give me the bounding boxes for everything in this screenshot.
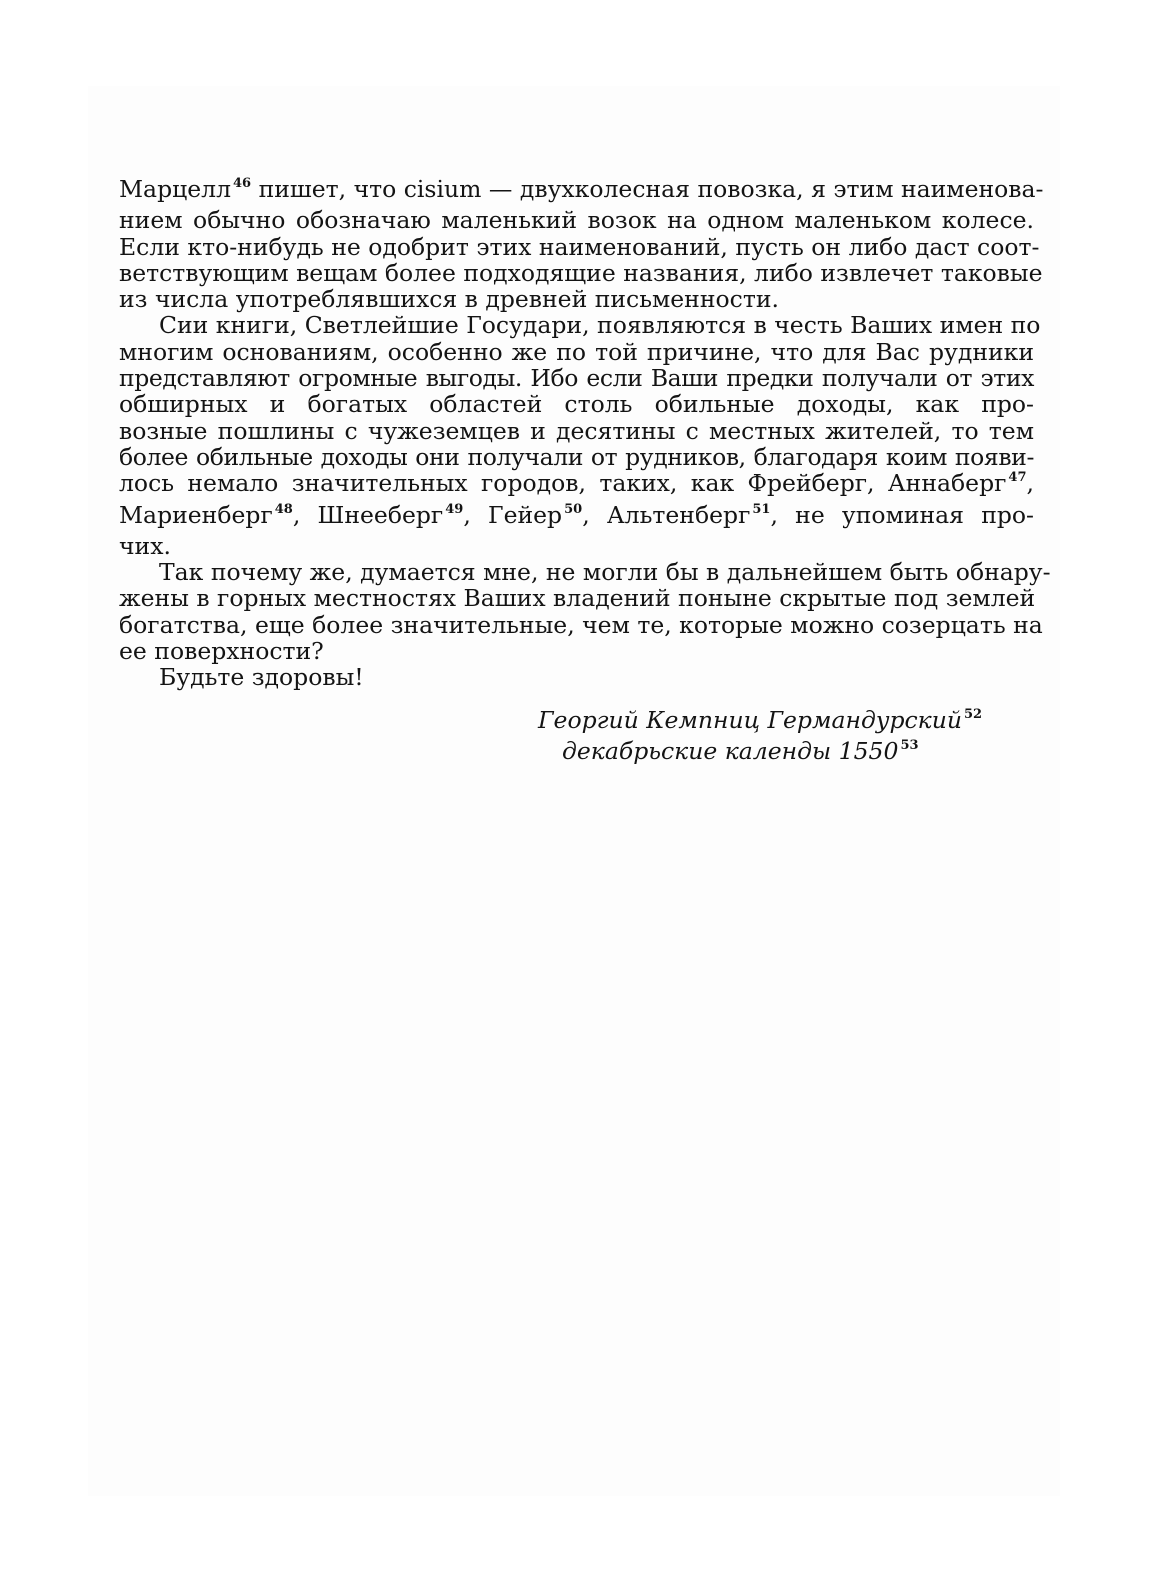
signature-block (538, 707, 982, 769)
text-line (119, 470, 1034, 501)
text-segment: , не упоминая про- (770, 500, 1035, 529)
text-line: Если кто-нибудь не одобрит этих наименований, пусть он либо даст соот- (119, 232, 1040, 261)
text-line (119, 502, 1034, 533)
letter-body (119, 175, 1051, 692)
footnote-ref: 50 (564, 501, 583, 517)
signature-name-line (538, 707, 982, 738)
text-line: обширных и богатых областей столь обильные доходы, как про- (119, 390, 1034, 419)
text-line: многим основаниям, особенно же по той причине, что для Вас рудники (119, 337, 1034, 366)
text-segment: пишет, что cisium — двухколесная повозка, я этим наименова- (258, 175, 1044, 203)
text-line: чих. (119, 531, 171, 560)
text-segment: , Шнееберг (292, 500, 444, 529)
text-line: представляют огромные выгоды. Ибо если Ваши предки получали от этих (119, 364, 1034, 393)
text-line: ее поверхности? (119, 637, 324, 666)
footnote-ref: 53 (900, 738, 919, 753)
text-segment: , Альтенберг (582, 500, 751, 529)
text-line: более обильные доходы они получали от рудников, благодаря коим появи- (119, 442, 1034, 471)
text-segment: Мариенберг (119, 500, 273, 529)
text-segment: , Гейер (463, 500, 563, 529)
text-line (119, 175, 1044, 207)
text-line: Так почему же, думается мне, не могли бы в дальнейшем быть обнару- (159, 558, 1051, 587)
footnote-ref: 46 (233, 176, 252, 191)
footnote-ref: 52 (964, 707, 983, 722)
signature-date: декабрьские календы 1550 (562, 737, 899, 765)
text-line: Будьте здоровы! (159, 663, 364, 692)
text-line: жены в горных местностях Ваших владений поныне скрытые под землей (119, 584, 1036, 613)
signature-name: Георгий Кемпниц Германдурский (538, 706, 962, 734)
text-segment: Марцелл (119, 175, 231, 203)
signature-date-line (538, 738, 982, 769)
footnote-ref: 47 (1008, 470, 1027, 486)
text-segment: , (1026, 469, 1034, 498)
footnote-ref: 49 (445, 501, 464, 517)
text-segment: лось немало значительных городов, таких, как Фрейберг, Аннаберг (119, 469, 1007, 498)
text-line: нием обычно обозначаю маленький возок на одном маленьком колесе. (119, 206, 1034, 235)
text-line: богатства, еще более значительные, чем те, которые можно созерцать на (119, 610, 1043, 639)
footnote-ref: 48 (274, 501, 293, 517)
text-line: из числа употреблявшихся в древней письменности. (119, 285, 779, 314)
text-line: возные пошлины с чужеземцев и десятины с местных жителей, то тем (119, 416, 1034, 445)
text-line: ветствующим вещам более подходящие названия, либо извлечет таковые (119, 258, 1043, 287)
footnote-ref: 51 (752, 501, 771, 517)
text-line: Сии книги, Светлейшие Государи, появляются в честь Ваших имен по (159, 311, 1041, 340)
